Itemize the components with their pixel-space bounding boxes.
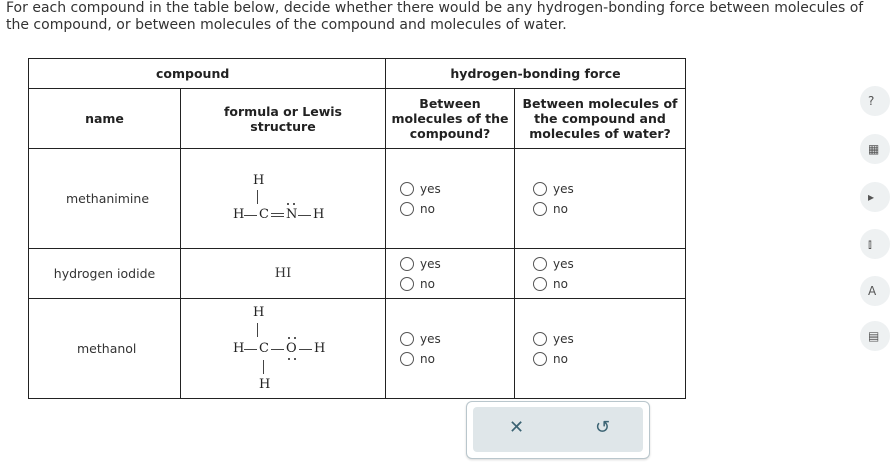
atom: H xyxy=(233,340,245,356)
radio-yes[interactable]: yes xyxy=(400,182,441,196)
action-panel xyxy=(466,401,650,459)
single-bond xyxy=(299,349,312,350)
radio-no[interactable]: no xyxy=(400,352,435,366)
table-row xyxy=(29,149,686,249)
instructions: For each compound in the table below, decide whether there would be any hydrogen-bonding force between molecules of the compound, or between molecules of the compound and molecules of water. xyxy=(6,0,864,33)
atom: H xyxy=(253,172,265,188)
compound-table xyxy=(28,58,686,399)
reset-button[interactable]: ↺ xyxy=(595,417,611,438)
table-row xyxy=(29,249,686,299)
header-formula: formula or Lewis structure xyxy=(181,89,386,149)
atom: H xyxy=(233,206,245,222)
radio-no[interactable]: no xyxy=(533,352,568,366)
data-icon[interactable]: ▤ xyxy=(860,321,890,351)
radio-yes[interactable]: yes xyxy=(400,332,441,346)
radio-no[interactable]: no xyxy=(533,202,568,216)
single-bond xyxy=(244,215,257,216)
lone-pair xyxy=(287,203,295,205)
atom: H xyxy=(259,376,271,392)
single-bond xyxy=(271,349,284,350)
compound-name: methanol xyxy=(29,299,181,399)
single-bond xyxy=(263,360,264,374)
atom: H xyxy=(253,304,265,320)
header-name: name xyxy=(29,89,181,149)
radio-yes[interactable]: yes xyxy=(533,257,574,271)
single-bond xyxy=(257,323,258,337)
compound-name: hydrogen iodide xyxy=(29,249,181,299)
atom: O xyxy=(286,340,297,356)
radio-no[interactable]: no xyxy=(533,277,568,291)
single-bond xyxy=(257,190,258,204)
single-bond xyxy=(298,215,311,216)
radio-yes[interactable]: yes xyxy=(533,182,574,196)
video-icon[interactable]: ▸ xyxy=(860,182,890,212)
chart-icon[interactable]: ⫾ xyxy=(860,229,890,259)
atom: N xyxy=(286,206,298,222)
atom: C xyxy=(259,340,269,356)
clear-button[interactable]: ✕ xyxy=(509,417,525,438)
radio-no[interactable]: no xyxy=(400,202,435,216)
compound-name: methanimine xyxy=(29,149,181,249)
header-hbond: hydrogen-bonding force xyxy=(386,59,686,89)
lone-pair xyxy=(288,358,296,360)
lewis-structure xyxy=(181,149,386,249)
calculator-icon[interactable]: ▦ xyxy=(860,134,890,164)
lone-pair xyxy=(288,337,296,339)
formula: HI xyxy=(181,249,386,299)
single-bond xyxy=(244,349,257,350)
atom: H xyxy=(313,206,325,222)
atom: C xyxy=(259,206,269,222)
double-bond xyxy=(271,213,284,217)
header-between-water: Between molecules of the compound and molecules of water? xyxy=(515,89,686,149)
header-compound: compound xyxy=(29,59,386,89)
header-between-self: Between molecules of the compound? xyxy=(386,89,515,149)
radio-yes[interactable]: yes xyxy=(400,257,441,271)
radio-no[interactable]: no xyxy=(400,277,435,291)
table-row xyxy=(29,299,686,399)
periodic-table-icon[interactable]: A xyxy=(860,276,890,306)
atom: H xyxy=(314,340,326,356)
help-icon[interactable]: ? xyxy=(860,86,890,116)
lewis-structure xyxy=(181,299,386,399)
radio-yes[interactable]: yes xyxy=(533,332,574,346)
